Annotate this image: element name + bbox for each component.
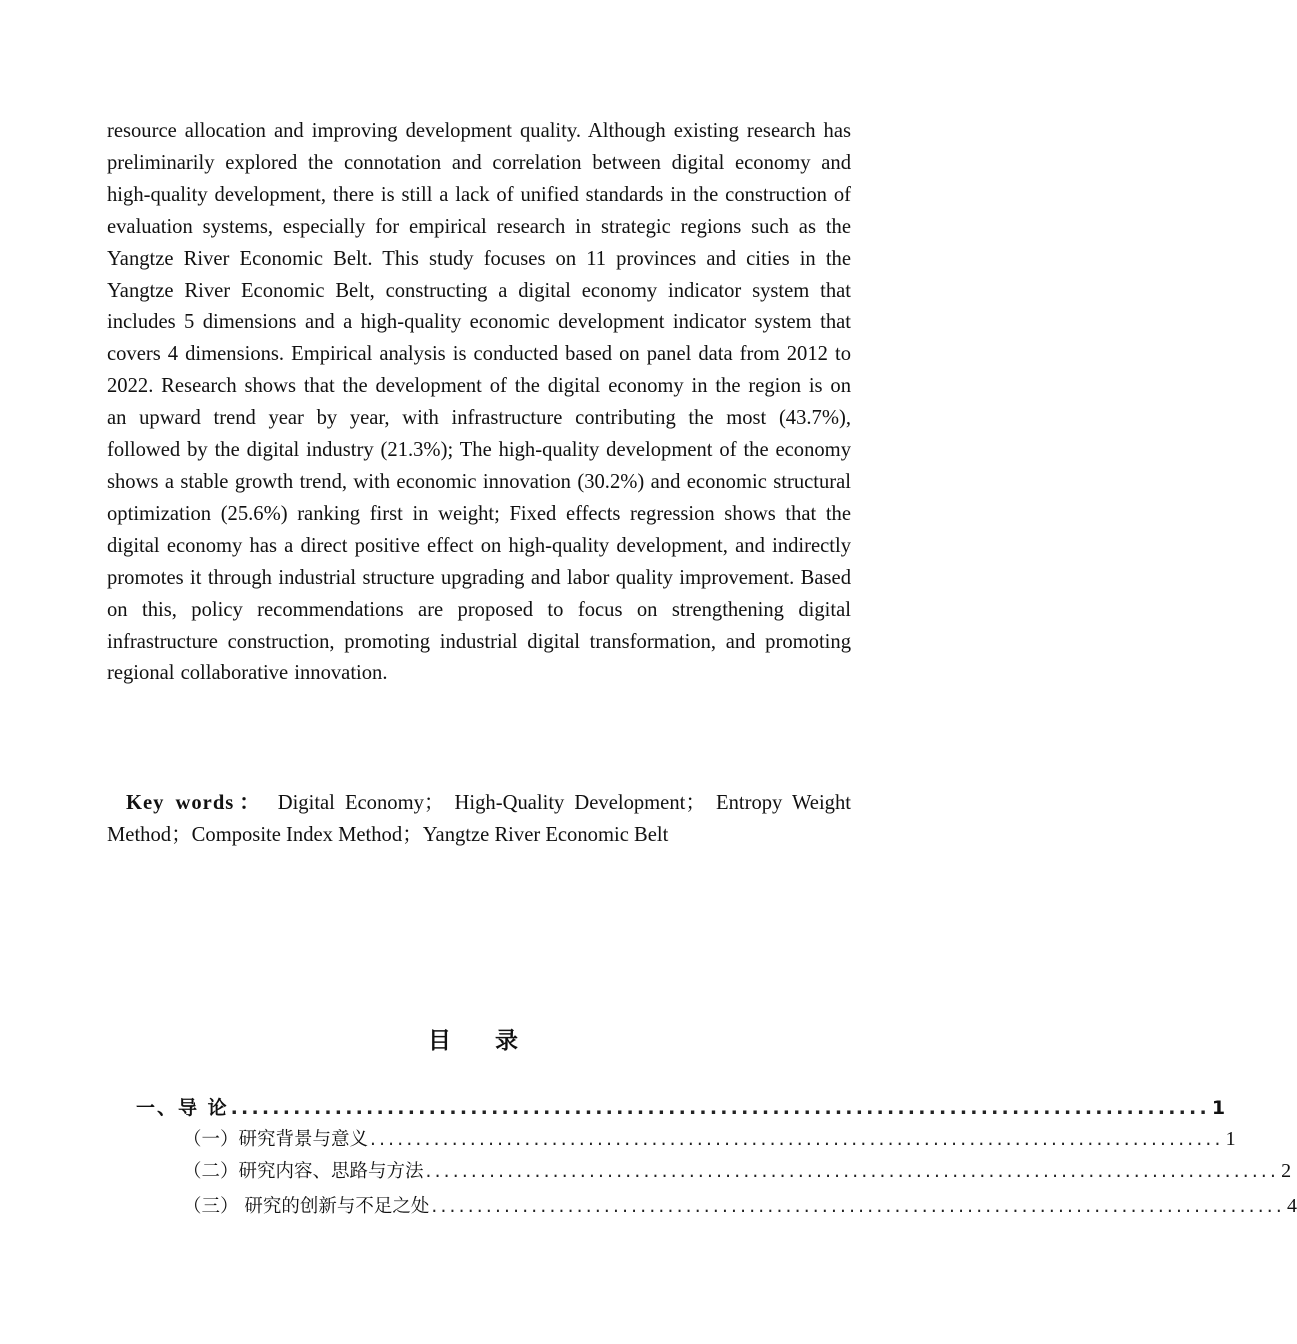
abstract-paragraph: resource allocation and improving development quality. Although existing research has preliminarily explored the connotation and correlation between digital economy and high-quality development, there is still a lack of unified standards in the construction of evaluation systems, especially for empirical research in strategic regions such as the Yangtze River Economic Belt. This study focuses on 11 provinces and cities in the Yangtze River Economic Belt, constructing a digital economy indicator system that includes 5 dimensions and a high-quality economic development indicator system that covers 4 dimensions. Empirical analysis is conducted based on panel data from 2012 to 2022. Research shows that the development of the digital economy in the region is on an upward trend year by year, with infrastructure contributing the most (43.7%), followed by the digital industry (21.3%); The high-quality development of the economy shows a stable growth trend, with economic innovation (30.2%) and economic structural optimization (25.6%) ranking first in weight; Fixed effects regression shows that the digital economy has a direct positive effect on high-quality development, and indirectly promotes it through industrial structure upgrading and labor quality improvement. Based on this, policy recommendations are proposed to focus on strengthening digital infrastructure construction, promoting industrial digital transformation, and promoting regional collaborative innovation. (107, 120, 851, 685)
toc-entry-label: 一、导 论 (136, 1097, 229, 1119)
toc-page-number: 2 (1281, 1160, 1292, 1182)
toc-entry-section-3[interactable] (183, 1192, 1297, 1218)
toc-leader-dots: .............................................................................................. (431, 1196, 1285, 1217)
toc-leader-dots: .............................................................................................. (230, 1097, 1210, 1119)
keywords-text: Digital Economy； High-Quality Development； Entropy Weight Method；Composite Index Method；Yangtze River Economic Belt (107, 792, 851, 846)
keywords-label: Key words： (126, 792, 266, 814)
toc-entry-label: （二）研究内容、思路与方法 (183, 1161, 424, 1182)
toc-entry-section-1[interactable] (183, 1125, 1236, 1151)
abstract-body (107, 116, 851, 690)
keywords-line (107, 787, 851, 851)
toc-leader-dots: .............................................................................................. (425, 1161, 1280, 1182)
toc-page-number: 4 (1286, 1195, 1297, 1217)
toc-entry-label: （一）研究背景与意义 (183, 1129, 369, 1150)
toc-page-number: 1 (1225, 1128, 1236, 1150)
toc-page-number: 1 (1211, 1097, 1226, 1119)
toc-entry-chapter-1[interactable] (136, 1093, 1226, 1120)
toc-entry-label: （三） 研究的创新与不足之处 (183, 1196, 430, 1217)
toc-entry-section-2[interactable] (183, 1157, 1292, 1183)
toc-leader-dots: .............................................................................................. (370, 1129, 1224, 1150)
toc-title: 目录 (428, 1028, 562, 1054)
